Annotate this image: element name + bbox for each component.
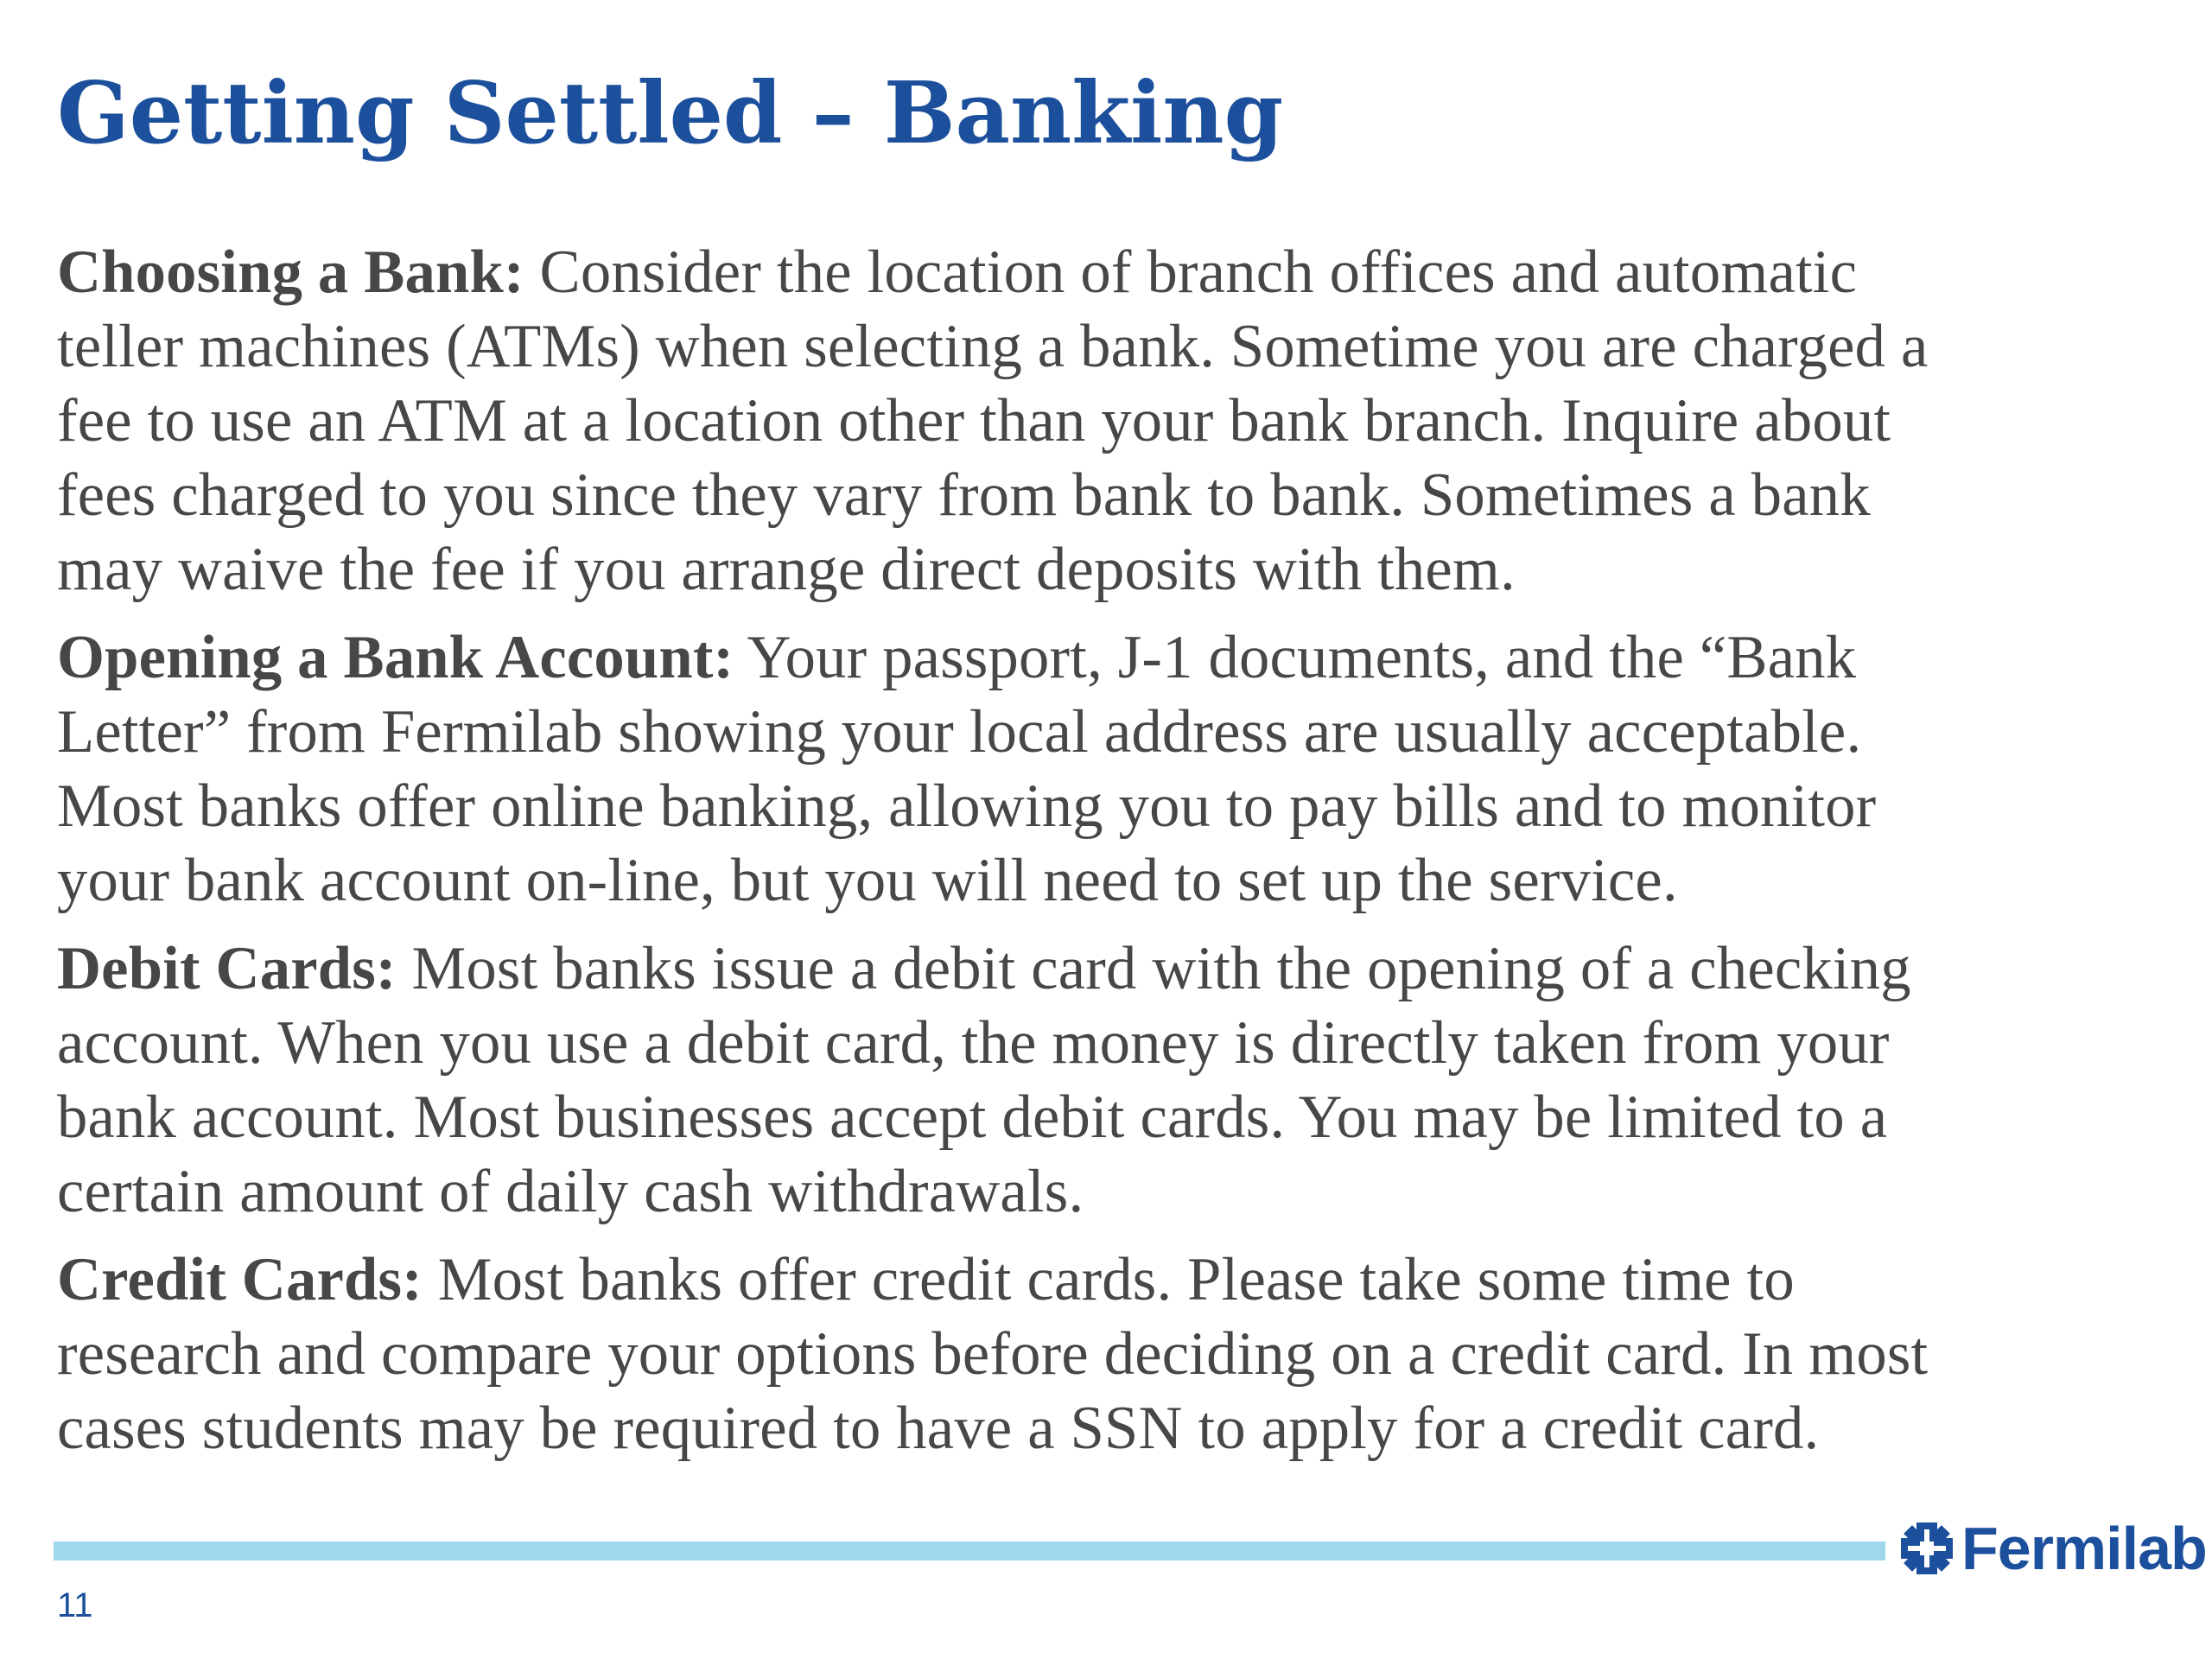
text-line: bank account. Most businesses accept debit cards. You may be limited to a — [57, 1084, 1888, 1151]
section-term: Opening a Bank Account: — [57, 624, 734, 691]
text-line: may waive the fee if you arrange direct deposits with them. — [57, 536, 1516, 603]
section-term: Choosing a Bank: — [57, 238, 524, 306]
text-line: account. When you use a debit card, the money is directly taken from your — [57, 1009, 1890, 1077]
text-line: cases students may be required to have a SSN to apply for a credit card. — [57, 1395, 1820, 1462]
text-line: your bank account on-line, but you will need to set up the service. — [57, 847, 1678, 914]
text-line: fee to use an ATM at a location other than your bank branch. Inquire about — [57, 387, 1891, 454]
logo-text: Fermilab — [1961, 1515, 2207, 1582]
text-line — [57, 235, 2165, 309]
section-term: Credit Cards: — [57, 1246, 423, 1313]
text-line — [57, 620, 2165, 695]
section-choosing-a-bank — [57, 235, 2165, 607]
text-line: research and compare your options before deciding on a credit card. In most — [57, 1320, 1929, 1388]
section-text: Consider the location of branch offices and automatic — [524, 238, 1858, 306]
section-opening-a-bank-account — [57, 620, 2165, 918]
page-number: 11 — [57, 1586, 93, 1624]
text-line: fees charged to you since they vary from bank to bank. Sometimes a bank — [57, 461, 1871, 529]
footer-divider — [54, 1541, 1885, 1560]
section-text: Most banks offer credit cards. Please take some time to — [422, 1246, 1795, 1313]
fermilab-logo — [1899, 1514, 2207, 1583]
section-text: Most banks issue a debit card with the opening of a checking — [396, 935, 1911, 1002]
slide-body — [57, 235, 2165, 1479]
text-line: teller machines (ATMs) when selecting a bank. Sometime you are charged a — [57, 313, 1929, 380]
text-line — [57, 1243, 2165, 1317]
text-line — [57, 931, 2165, 1006]
section-credit-cards — [57, 1243, 2165, 1465]
fermilab-logo-icon — [1899, 1521, 1955, 1576]
text-line: Letter” from Fermilab showing your local address are usually acceptable. — [57, 698, 1862, 766]
section-text: Your passport, J-1 documents, and the “Bank — [734, 624, 1857, 691]
section-debit-cards — [57, 931, 2165, 1229]
text-line: certain amount of daily cash withdrawals. — [57, 1158, 1084, 1225]
text-line: Most banks offer online banking, allowing you to pay bills and to monitor — [57, 772, 1877, 840]
slide-title: Getting Settled – Banking — [57, 64, 1284, 163]
section-term: Debit Cards: — [57, 935, 397, 1002]
